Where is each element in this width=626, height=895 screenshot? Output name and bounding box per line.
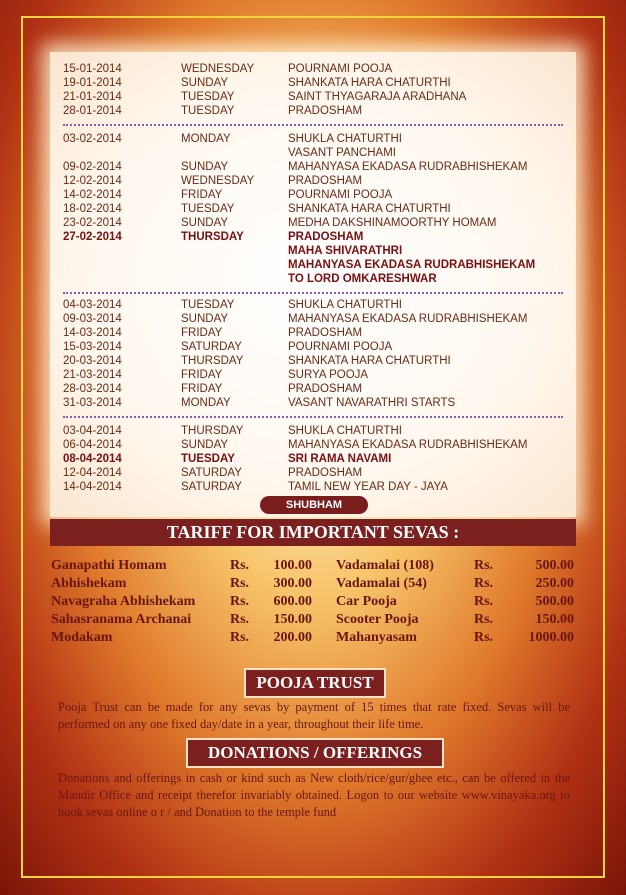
event-date: 12-04-2014	[63, 467, 122, 479]
event-name: SHUKLA CHATURTHI	[288, 299, 402, 311]
seva-name: Car Pooja	[336, 594, 397, 609]
event-name: SHANKATA HARA CHATURTHI	[288, 77, 451, 89]
schedule-row	[63, 452, 573, 466]
currency-label: Rs.	[230, 630, 250, 645]
schedule-row	[63, 90, 573, 104]
currency-label: Rs.	[230, 558, 250, 573]
event-name: SHANKATA HARA CHATURTHI	[288, 355, 451, 367]
pooja-trust-text: Pooja Trust can be made for any sevas by payment of 15 times that rate fixed. Sevas will be performed on any one fixed day/date in a year, throughout their life time.	[58, 700, 570, 731]
event-name: PRADOSHAM	[288, 105, 363, 117]
event-name: MAHANYASA EKADASA RUDRABHISHEKAM	[288, 161, 528, 173]
schedule-row	[63, 368, 573, 382]
schedule-row	[63, 146, 573, 160]
event-day: WEDNESDAY	[181, 175, 255, 187]
event-day: FRIDAY	[181, 369, 223, 381]
seva-amount: 250.00	[535, 576, 574, 591]
seva-amount: 200.00	[273, 630, 312, 645]
event-day: THURSDAY	[181, 355, 244, 367]
event-name: PRADOSHAM	[288, 231, 364, 243]
seva-name: Ganapathi Homam	[51, 558, 167, 573]
schedule-row	[63, 382, 573, 396]
schedule-row	[63, 480, 573, 494]
event-name: SHUKLA CHATURTHI	[288, 425, 402, 437]
event-date: 03-04-2014	[63, 425, 122, 437]
currency-label: Rs.	[474, 558, 494, 573]
event-date: 14-02-2014	[63, 189, 122, 201]
event-date: 15-03-2014	[63, 341, 122, 353]
event-name: PRADOSHAM	[288, 467, 363, 479]
seva-amount: 300.00	[273, 576, 312, 591]
event-date: 08-04-2014	[63, 453, 122, 465]
event-name: PRADOSHAM	[288, 175, 363, 187]
event-date: 18-02-2014	[63, 203, 122, 215]
event-day: SATURDAY	[181, 341, 242, 353]
event-day: SUNDAY	[181, 313, 229, 325]
event-name: PRADOSHAM	[288, 383, 363, 395]
currency-label: Rs.	[474, 612, 494, 627]
schedule-row	[63, 438, 573, 452]
schedule-row	[63, 396, 573, 410]
event-date: 03-02-2014	[63, 133, 122, 145]
section-divider	[63, 292, 563, 294]
event-day: THURSDAY	[181, 231, 244, 243]
event-day: SUNDAY	[181, 77, 229, 89]
currency-label: Rs.	[230, 612, 250, 627]
event-date: 04-03-2014	[63, 299, 122, 311]
schedule-row	[63, 312, 573, 326]
schedule-row	[63, 354, 573, 368]
event-day: FRIDAY	[181, 383, 223, 395]
event-day: MONDAY	[181, 133, 231, 145]
schedule-row	[63, 326, 573, 340]
donations-text: Donations and offerings in cash or kind such as New cloth/rice/gur/ghee etc., can be offered in the Mandir Office and receipt therefor invariably obtained. Logon to our website www.vinayaka.org to book sevas online o r / and Donation to the temple fund	[58, 771, 570, 819]
event-date: 27-02-2014	[63, 231, 122, 243]
event-day: WEDNESDAY	[181, 63, 255, 75]
schedule-row	[63, 244, 573, 258]
section-divider	[63, 124, 563, 126]
seva-name: Navagraha Abhishekam	[51, 594, 196, 609]
currency-label: Rs.	[230, 576, 250, 591]
schedule-row	[63, 258, 573, 272]
seva-amount: 100.00	[273, 558, 312, 573]
event-name: SURYA POOJA	[288, 369, 369, 381]
shubham-badge: SHUBHAM	[260, 496, 368, 514]
event-name: TAMIL NEW YEAR DAY - JAYA	[288, 481, 448, 493]
event-name: POURNAMI POOJA	[288, 189, 393, 201]
seva-amount: 500.00	[535, 594, 574, 609]
seva-name: Scooter Pooja	[336, 612, 419, 627]
event-date: 21-03-2014	[63, 369, 122, 381]
event-name: SHUKLA CHATURTHI	[288, 133, 402, 145]
event-day: FRIDAY	[181, 189, 223, 201]
event-date: 28-01-2014	[63, 105, 122, 117]
schedule-row	[63, 62, 573, 76]
seva-amount: 600.00	[273, 594, 312, 609]
event-name: MAHANYASA EKADASA RUDRABHISHEKAM	[288, 259, 536, 271]
seva-amount: 150.00	[535, 612, 574, 627]
event-day: SATURDAY	[181, 467, 242, 479]
event-date: 14-03-2014	[63, 327, 122, 339]
event-date: 09-02-2014	[63, 161, 122, 173]
seva-name: Modakam	[51, 630, 113, 645]
schedule-row	[63, 188, 573, 202]
event-date: 20-03-2014	[63, 355, 122, 367]
event-name: MAHA SHIVARATHRI	[288, 245, 403, 257]
pooja-trust-heading: POOJA TRUST	[244, 668, 386, 698]
event-date: 06-04-2014	[63, 439, 122, 451]
event-day: MONDAY	[181, 397, 231, 409]
currency-label: Rs.	[230, 594, 250, 609]
event-name: PRADOSHAM	[288, 327, 363, 339]
seva-name: Sahasranama Archanai	[51, 612, 192, 627]
event-day: SUNDAY	[181, 439, 229, 451]
schedule-row	[63, 466, 573, 480]
seva-name: Mahanyasam	[336, 630, 417, 645]
seva-name: Vadamalai (108)	[336, 558, 434, 573]
schedule-row	[63, 76, 573, 90]
event-name: MEDHA DAKSHINAMOORTHY HOMAM	[288, 217, 497, 229]
seva-amount: 500.00	[535, 558, 574, 573]
event-day: TUESDAY	[181, 105, 235, 117]
event-date: 28-03-2014	[63, 383, 122, 395]
event-day: SUNDAY	[181, 217, 229, 229]
seva-amount: 1000.00	[528, 630, 574, 645]
section-divider	[63, 416, 563, 418]
event-date: 31-03-2014	[63, 397, 122, 409]
schedule-row	[63, 272, 573, 286]
schedule-row	[63, 104, 573, 118]
seva-name: Vadamalai (54)	[336, 576, 427, 591]
event-name: POURNAMI POOJA	[288, 341, 393, 353]
event-name: VASANT PANCHAMI	[288, 147, 396, 159]
event-day: SATURDAY	[181, 481, 242, 493]
event-date: 09-03-2014	[63, 313, 122, 325]
event-day: TUESDAY	[181, 203, 235, 215]
schedule-row	[63, 202, 573, 216]
event-day: SUNDAY	[181, 161, 229, 173]
schedule-row	[63, 424, 573, 438]
event-date: 14-04-2014	[63, 481, 122, 493]
event-day: FRIDAY	[181, 327, 223, 339]
schedule-row	[63, 230, 573, 244]
currency-label: Rs.	[474, 576, 494, 591]
event-name: SRI RAMA NAVAMI	[288, 453, 392, 465]
event-name: SAINT THYAGARAJA ARADHANA	[288, 91, 467, 103]
event-name: SHANKATA HARA CHATURTHI	[288, 203, 451, 215]
event-day: TUESDAY	[181, 299, 235, 311]
event-day: TUESDAY	[181, 453, 235, 465]
schedule-row	[63, 160, 573, 174]
event-date: 15-01-2014	[63, 63, 122, 75]
event-name: MAHANYASA EKADASA RUDRABHISHEKAM	[288, 439, 528, 451]
event-day: TUESDAY	[181, 91, 235, 103]
schedule-row	[63, 174, 573, 188]
currency-label: Rs.	[474, 594, 494, 609]
seva-amount: 150.00	[273, 612, 312, 627]
event-name: MAHANYASA EKADASA RUDRABHISHEKAM	[288, 313, 528, 325]
event-date: 12-02-2014	[63, 175, 122, 187]
schedule-row	[63, 216, 573, 230]
event-date: 19-01-2014	[63, 77, 122, 89]
event-date: 21-01-2014	[63, 91, 122, 103]
currency-label: Rs.	[474, 630, 494, 645]
donations-heading: DONATIONS / OFFERINGS	[186, 738, 444, 768]
seva-name: Abhishekam	[51, 576, 127, 591]
event-name: POURNAMI POOJA	[288, 63, 393, 75]
event-name: TO LORD OMKARESHWAR	[288, 273, 437, 285]
schedule-row	[63, 298, 573, 312]
schedule-row	[63, 340, 573, 354]
tariff-heading: TARIFF FOR IMPORTANT SEVAS :	[50, 519, 576, 546]
schedule-row	[63, 132, 573, 146]
event-day: THURSDAY	[181, 425, 244, 437]
event-date: 23-02-2014	[63, 217, 122, 229]
event-name: VASANT NAVARATHRI STARTS	[288, 397, 456, 409]
